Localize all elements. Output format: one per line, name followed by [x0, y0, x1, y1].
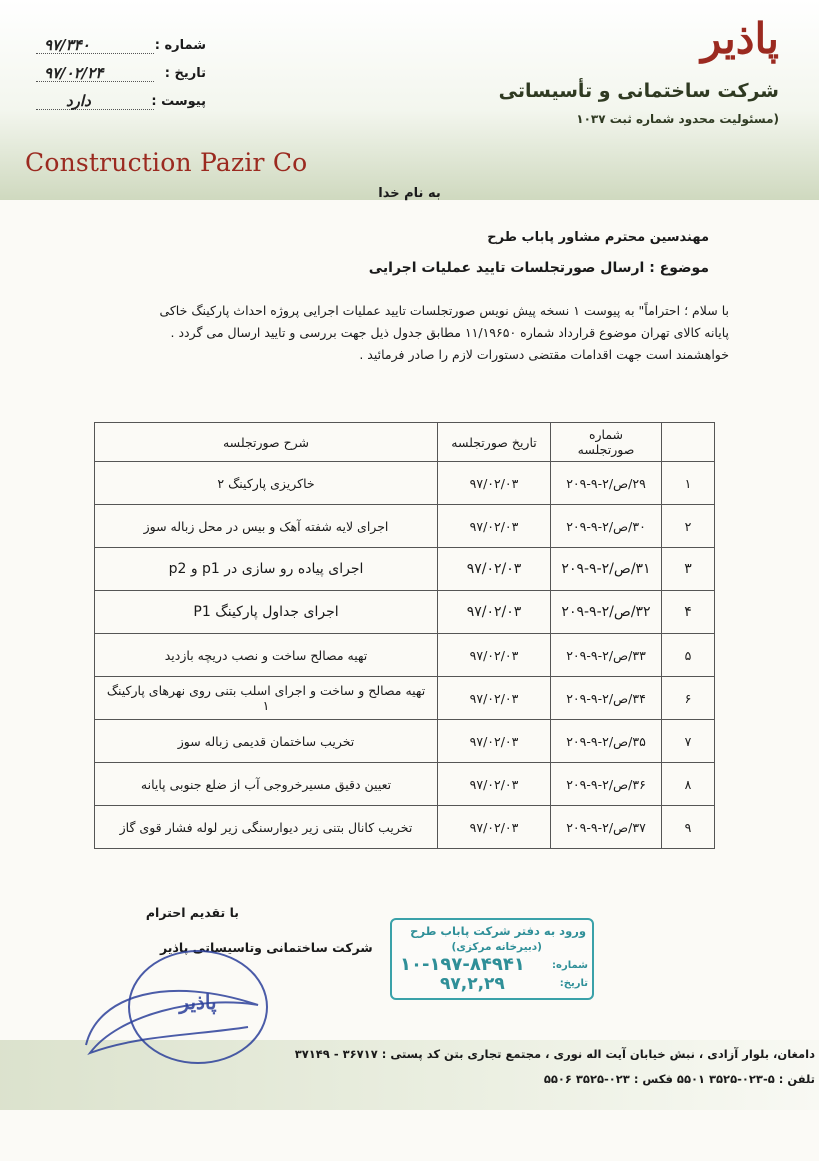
addressee: مهندسین محترم مشاور پاباب طرح: [487, 230, 709, 245]
cell-number: ۳۱/ص/۲-۹-۲۰۹: [551, 548, 662, 591]
meta-attachment-label: پیوست :: [151, 94, 206, 109]
cell-date: ۹۷/۰۲/۰۳: [438, 720, 551, 763]
minutes-table: [94, 422, 715, 849]
cell-date: ۹۷/۰۲/۰۳: [438, 462, 551, 505]
cell-number: ۳۲/ص/۲-۹-۲۰۹: [551, 591, 662, 634]
cell-description: تخریب ساختمان قدیمی زباله سوز: [95, 720, 438, 763]
letter-paragraph: [89, 300, 729, 366]
header-date: تاریخ صورتجلسه: [438, 423, 551, 462]
bismillah: به نام خدا: [378, 186, 441, 201]
paragraph-line: پایانه کالای تهران موضوع قرارداد شماره ۱۱/۱۹۶۵۰ مطابق جدول ذیل جهت بررسی و تایید ارسال می گردد .: [170, 325, 729, 340]
cell-date: ۹۷/۰۲/۰۳: [438, 548, 551, 591]
cell-description: اجرای جداول پارکینگ P1: [95, 591, 438, 634]
cell-number: ۳۵/ص/۲-۹-۲۰۹: [551, 720, 662, 763]
stamp-number-label: شماره:: [552, 960, 588, 971]
meta-date-row: [36, 62, 206, 90]
cell-description: اجرای لایه شفته آهک و بیس در محل زباله سوز: [95, 505, 438, 548]
cell-index: ۴: [662, 591, 715, 634]
cell-description: تهیه مصالح ساخت و نصب دریچه بازدید: [95, 634, 438, 677]
cell-index: ۸: [662, 763, 715, 806]
meta-attachment-value: دارد: [66, 92, 91, 110]
cell-index: ۳: [662, 548, 715, 591]
cell-date: ۹۷/۰۲/۰۳: [438, 806, 551, 849]
letter-meta: [36, 34, 206, 118]
table-header-row: [95, 423, 715, 462]
cell-date: ۹۷/۰۲/۰۳: [438, 591, 551, 634]
meta-date-label: تاریخ :: [164, 66, 206, 81]
cell-number: ۳۴/ص/۲-۹-۲۰۹: [551, 677, 662, 720]
seal-text: پاذیر: [179, 990, 217, 1014]
cell-date: ۹۷/۰۲/۰۳: [438, 677, 551, 720]
table-row: [95, 677, 715, 720]
cell-number: ۳۰/ص/۲-۹-۲۰۹: [551, 505, 662, 548]
closing-salutation: با تقدیم احترام: [145, 905, 239, 920]
paragraph-line: با سلام ؛ احتراماً" به پیوست ۱ نسخه پیش نویس صورتجلسات تایید عملیات اجرایی پروژه احداث پارکینگ خاکی: [159, 303, 729, 318]
stamp-date-label: تاریخ:: [559, 978, 588, 989]
stamp-date-value: ۹۷,۲,۲۹: [440, 974, 505, 994]
table-row: [95, 462, 715, 505]
cell-number: ۳۶/ص/۲-۹-۲۰۹: [551, 763, 662, 806]
footer-address: دامغان، بلوار آزادی ، نبش خیابان آیت اله نوری ، مجتمع تجاری بتن کد پستی : ۳۶۷۱۷ - ۳۷۱۴۹: [294, 1047, 815, 1061]
header-description: شرح صورتجلسه: [95, 423, 438, 462]
meta-date-value: ۹۷/۰۲/۲۴: [44, 64, 104, 82]
cell-index: ۶: [662, 677, 715, 720]
letterhead-brand: [498, 14, 779, 126]
stamp-number-value: ۱۰-۱۹۷-۸۴۹۴۱: [400, 954, 525, 975]
table-row: [95, 548, 715, 591]
cell-description: اجرای پیاده رو سازی در p1 و p2: [95, 548, 438, 591]
meta-attachment-row: [36, 90, 206, 118]
table-row: [95, 591, 715, 634]
meta-number-label: شماره :: [154, 38, 206, 53]
cell-number: ۳۳/ص/۲-۹-۲۰۹: [551, 634, 662, 677]
meta-number-value: ۹۷/۳۴۰: [44, 36, 90, 54]
header-number: شماره صورتجلسه: [551, 423, 662, 462]
cell-index: ۱: [662, 462, 715, 505]
meta-number-row: [36, 34, 206, 62]
brand-name: پاذیر: [700, 14, 779, 63]
paragraph-line: خواهشمند است جهت اقدامات مقتضی دستورات لازم را صادر فرمائید .: [359, 347, 729, 362]
received-stamp: [390, 918, 594, 1000]
brand-english-name: Construction Pazir Co: [25, 148, 308, 177]
cell-date: ۹۷/۰۲/۰۳: [438, 763, 551, 806]
cell-description: خاکریزی پارکینگ ۲: [95, 462, 438, 505]
cell-description: تعیین دقیق مسیرخروجی آب از ضلع جنوبی پایانه: [95, 763, 438, 806]
header-index: [662, 423, 715, 462]
signature-swoosh-icon: [78, 975, 268, 1065]
table-row: [95, 505, 715, 548]
signature-company: شرکت ساختمانی وتاسیساتی پاذیر: [160, 940, 373, 955]
subject-line: موضوع : ارسال صورتجلسات تایید عملیات اجرایی: [368, 260, 709, 276]
cell-description: تهیه مصالح و ساخت و اجرای اسلب بتنی روی نهرهای پارکینگ ۱: [95, 677, 438, 720]
footer-contact: تلفن : ۵-۰۲۳-۳۵۲۵ ۵۵۰۱ فکس : ۰۲۳-۳۵۲۵ ۵۵۰۶: [543, 1072, 815, 1086]
cell-index: ۲: [662, 505, 715, 548]
cell-date: ۹۷/۰۲/۰۳: [438, 505, 551, 548]
cell-date: ۹۷/۰۲/۰۳: [438, 634, 551, 677]
stamp-subtitle: (دبیرخانه مرکزی): [451, 941, 542, 953]
stamp-title: ورود به دفتر شرکت پاباب طرح: [410, 924, 586, 938]
brand-company: شرکت ساختمانی و تأسیساتی: [498, 80, 779, 102]
cell-index: ۵: [662, 634, 715, 677]
table-row: [95, 634, 715, 677]
cell-index: ۷: [662, 720, 715, 763]
table-row: [95, 763, 715, 806]
cell-index: ۹: [662, 806, 715, 849]
cell-description: تخریب کانال بتنی زیر دیوارسنگی زیر لوله فشار قوی گاز: [95, 806, 438, 849]
brand-registration: (مسئولیت محدود شماره ثبت ۱۰۳۷: [576, 112, 779, 126]
cell-number: ۲۹/ص/۲-۹-۲۰۹: [551, 462, 662, 505]
cell-number: ۳۷/ص/۲-۹-۲۰۹: [551, 806, 662, 849]
table-row: [95, 720, 715, 763]
meta-attachment-line: [36, 109, 154, 110]
table-row: [95, 806, 715, 849]
